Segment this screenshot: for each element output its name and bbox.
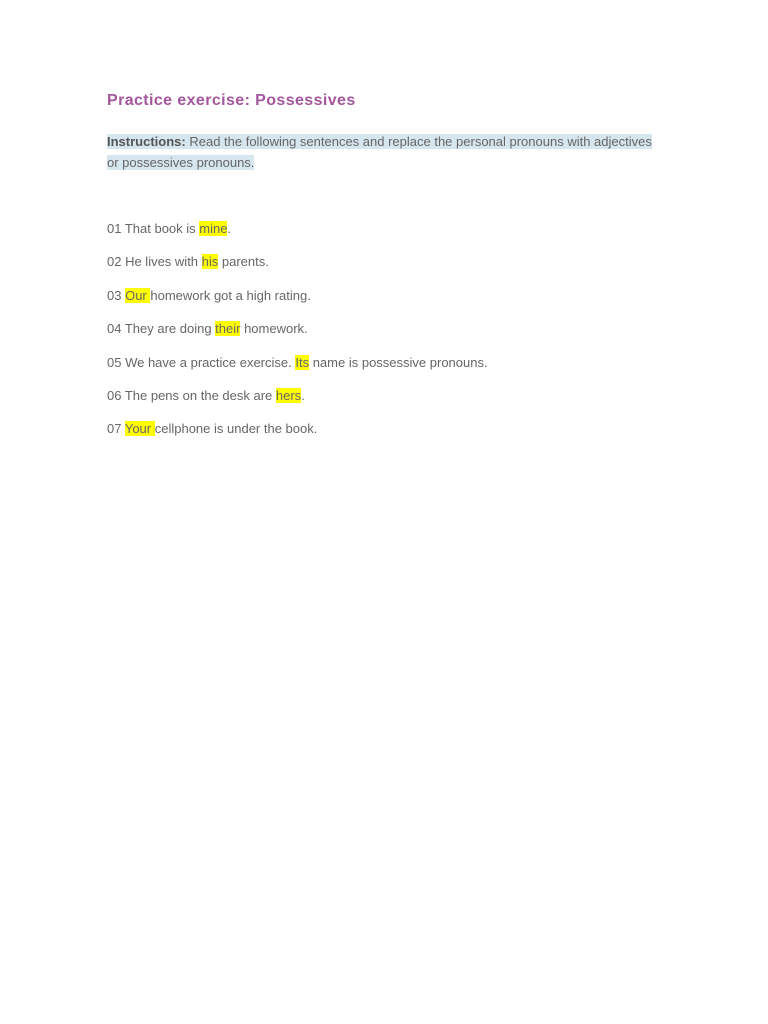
pronoun-highlight: hers [275,387,302,403]
instructions-highlight [107,134,652,170]
instructions-label: Instructions: [107,134,186,149]
item-text-before: 06 The pens on the desk are [107,387,276,403]
item-text-after: name is possessive pronouns. [309,354,488,370]
item-text-after: . [301,387,305,403]
item-text-after: cellphone is under the book. [154,421,318,437]
pronoun-highlight: Our [125,287,151,303]
instructions-paragraph [107,131,657,173]
item-text-before: 05 We have a practice exercise. [107,354,296,370]
exercise-item-04 [107,319,488,338]
exercise-item-02 [107,252,488,271]
pronoun-highlight: their [215,321,241,337]
exercise-item-06 [107,386,488,405]
item-text-before: 07 [107,421,125,437]
document-title: Practice exercise: Possessives [107,92,356,109]
exercise-item-05 [107,353,488,372]
item-text-before: 04 They are doing [107,321,216,337]
pronoun-highlight: his [201,254,219,270]
item-text-after: homework got a high rating. [150,287,311,303]
instructions-text: Read the following sentences and replace the personal pronouns with adjectives or possessives pronouns. [107,134,652,170]
item-text-before: 01 That book is [107,221,200,236]
exercise-item-03 [107,286,488,305]
item-text-after: parents. [218,254,269,270]
item-text-after: homework. [240,321,308,337]
exercise-item-01 [107,219,488,238]
item-text-after: . [227,221,232,236]
exercise-list [107,219,488,453]
pronoun-highlight: mine [199,221,228,236]
exercise-item-07 [107,419,488,438]
pronoun-highlight: Your [124,421,155,437]
item-text-before: 03 [107,287,126,303]
pronoun-highlight: Its [295,354,310,370]
item-text-before: 02 He lives with [107,254,202,270]
